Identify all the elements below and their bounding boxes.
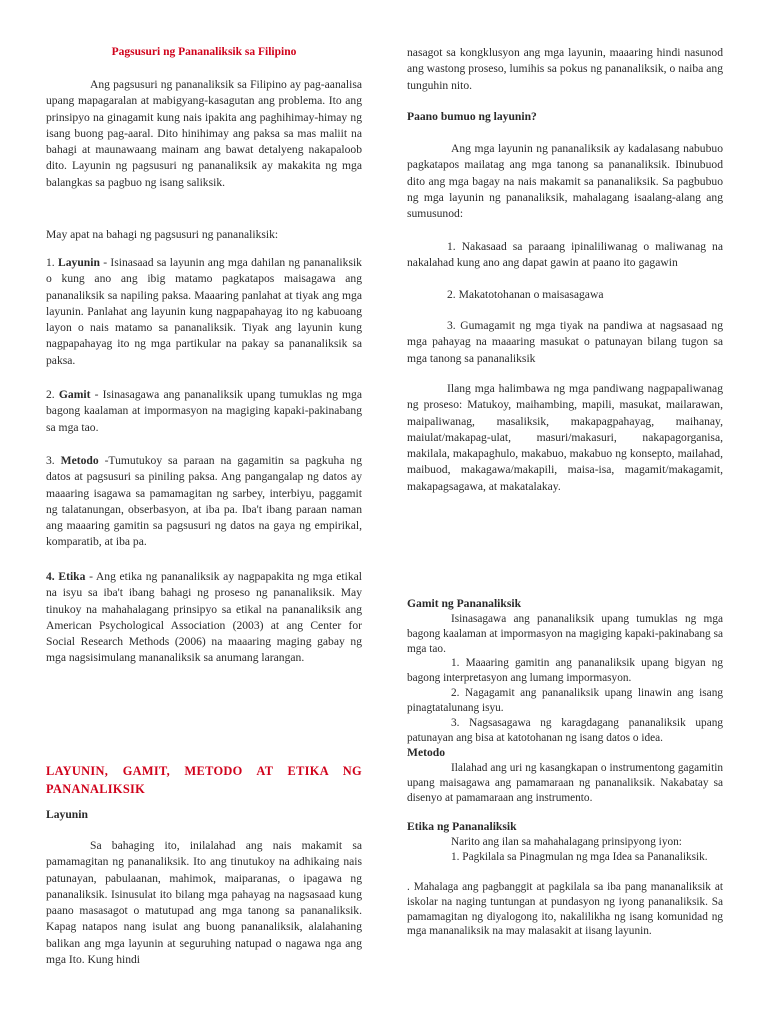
section-heading: LAYUNIN, GAMIT, METODO AT ETIKA NG PANANALIKSIK (46, 764, 362, 796)
item-term: Layunin (58, 256, 100, 269)
gamit-intro: Isinasagawa ang pananaliksik upang tumuklas ng mga bagong kaalaman at impormasyon na magiging kapaki-pakinabang sa mga tao. (407, 613, 723, 655)
gamit-item-3: 3. Nagsasagawa ng karagdagang pananaliksik upang patunayan ang bisa at katotohanan ng isang datos o idea. (407, 717, 723, 744)
item-number: 3. (46, 454, 55, 467)
item-text: - Isinasagawa ang pananaliksik upang tumuklas ng mga bagong kaalaman at impormasyon na magiging kapaki-pakinabang sa mga tao. (46, 388, 362, 434)
etika-paragraph: . Mahalaga ang pagbanggit at pagkilala sa iba pang mananaliksik at iskolar na naging tuntungan at pundasyon ng iyong pananaliksik. Sa pamamagitan ng diyalogong ito, nakalilikha ng isang komunidad ng mga mananaliksik na may malasakit at iisang layunin. (407, 881, 723, 938)
item-layunin (46, 255, 362, 369)
criteria-item-2: 2. Makatotohanan o maisasagawa (447, 288, 604, 301)
gamit-heading: Gamit ng Pananaliksik (407, 597, 522, 610)
item-text: -Tumutukoy sa paraan na gagamitin sa pagkuha ng datos at pagsusuri sa piniling paksa. Ang pangangalap ng datos ay maaaring isagawa sa pamamagitan ng sarbey, interbiyu, paggamit ng talatanungan, obserbasyon, at iba pa. Iba't ibang paraan naman ang maaaring gamitin sa pagsusuri ng datos na gaya ng empirikal, komparatib, at iba pa. (46, 454, 362, 549)
continued-paragraph: nasagot sa kongklusyon ang mga layunin, maaaring hindi nasunod ang wastong proseso, lumihis sa pokus ng pananaliksik, o naiba ang tunguhin nito. (407, 46, 723, 92)
etika-heading: Etika ng Pananaliksik (407, 820, 517, 833)
criteria-item-1: 1. Nakasaad sa paraang ipinaliliwanag o maliwanag na nakalahad kung ano ang dapat gawin at paano ito gagawin (407, 240, 723, 270)
layunin-heading: Layunin (46, 808, 88, 821)
metodo-heading: Metodo (407, 746, 445, 759)
paano-paragraph: Ang mga layunin ng pananaliksik ay kadalasang nabubuo pagkatapos mailatag ang mga tanong sa pananaliksik. Ibinubuod dito ang mga bagay na nais makamit sa pananaliksik. Sa pagbubuo ng mga layunin ng pananaliksik, mahalagang isaalang-alang ang sumusunod: (407, 142, 723, 221)
item-metodo (46, 453, 362, 551)
item-gamit (46, 387, 362, 436)
item-term: Metodo (60, 454, 99, 467)
item-term: Etika (58, 570, 86, 583)
item-text: - Ang etika ng pananaliksik ay nagpapakita ng mga etikal na isyu sa iba't ibang bahagi ng proseso ng pananaliksik. May tinukoy na mahahalagang prinsipyo sa etikal na pananaliksik ang American Psychological Association (2003) at ang Center for Social Research Methods (2006) na maaaring maging gabay ng mga nagsisimulang mananaliksik sa anumang larangan. (46, 570, 363, 665)
item-number: 1. (46, 256, 55, 269)
gamit-item-1: 1. Maaaring gamitin ang pananaliksik upang bigyan ng bagong interpretasyon ang lumang impormasyon. (407, 657, 723, 684)
verbs-paragraph: Ilang mga halimbawa ng mga pandiwang nagpapaliwanag ng proseso: Matukoy, maihambing, mapili, masukat, mailarawan, maipaliwanag, masaliksik, makapagpahayag, maihanay, maiulat/makapag-ulat, masuri/makasuri, nakapagorganisa, makilala, makapaghulo, makabuo, makabuo ng konsepto, mailahad, maibuod, makagawa/makapili, maisa-isa, magamit/makagamit, makapagsagawa, at makatalakay. (407, 382, 723, 493)
paano-heading: Paano bumuo ng layunin? (407, 110, 537, 123)
layunin-paragraph: Sa bahaging ito, inilalahad ang nais makamit sa pamamagitan ng pananaliksik. Ito ang tinutukoy na adhikaing nais patunayan, pabulaanan, mahimok, maiparanas, o ipagawa ng pananaliksik. Isinusulat ito bilang mga pahayag na nagsasaad kung paano masasagot o matutupad ang mga tanong sa pananaliksik. Kapag natapos nang isulat ang buong pananaliksik, alalahaning balikan ang mga layunin at seguruhing natupad o nagawa nga ang mga Ito. Kung hindi (46, 839, 362, 967)
item-number: 2. (46, 388, 55, 401)
document-title: Pagsusuri ng Pananaliksik sa Filipino (111, 46, 297, 58)
item-number: 4. (46, 570, 55, 583)
criteria-item-3: 3. Gumagamit ng mga tiyak na pandiwa at nagsasaad ng mga pahayag na maaaring masukat o patunayan bilang tugon sa mga tanong sa pananaliksik (407, 319, 723, 365)
etika-intro: Narito ang ilan sa mahahalagang prinsipyong iyon: (451, 836, 682, 848)
intro-paragraph: Ang pagsusuri ng pananaliksik sa Filipino ay pag-aanalisa upang mapagaralan at mabigyang-kasagutan ang problema. Ito ang prinsipyo na ginagamit kung nais ipakita ang paghihimay-himay ng isang buong pag-aaral. Dito hinihimay ang paksa sa mas maliit na bahagi at maunawaang mainam ang bawat detalyeng nakapaloob dito. Layunin ng pagsusuri ng pananaliksik ay makakita ng mga balangkas sa pagbuo ng isang saliksik. (46, 78, 362, 189)
etika-item-1: 1. Pagkilala sa Pinagmulan ng mga Idea sa Pananaliksik. (451, 851, 708, 863)
item-term: Gamit (58, 388, 91, 401)
item-text: - Isinasaad sa layunin ang mga dahilan ng pananaliksik o kung ano ang ibig matamo pagkatapos maisagawa ang pananaliksik sa napiling paksa. Maaaring panlahat at tiyak ang mga layunin. Panlahat ang layunin kung nagpapahayag ito ng kabuoang layon o nais matamo sa pananaliksik. Tiyak ang layunin kung nagpapahayag ito ng mga partikular na pakay sa pananaliksik sa paksa. (46, 256, 362, 367)
gamit-item-2: 2. Nagagamit ang pananaliksik upang linawin ang isang pinagtatalunang isyu. (407, 687, 723, 714)
metodo-paragraph: Ilalahad ang uri ng kasangkapan o instrumentong gagamitin upang maisagawa ang pamamaraan ng pananaliksik. Nakabatay sa disenyo at pamamaraan ang instrumento. (407, 762, 723, 804)
item-etika (46, 569, 362, 667)
four-parts-line: May apat na bahagi ng pagsusuri ng pananaliksik: (46, 228, 279, 241)
